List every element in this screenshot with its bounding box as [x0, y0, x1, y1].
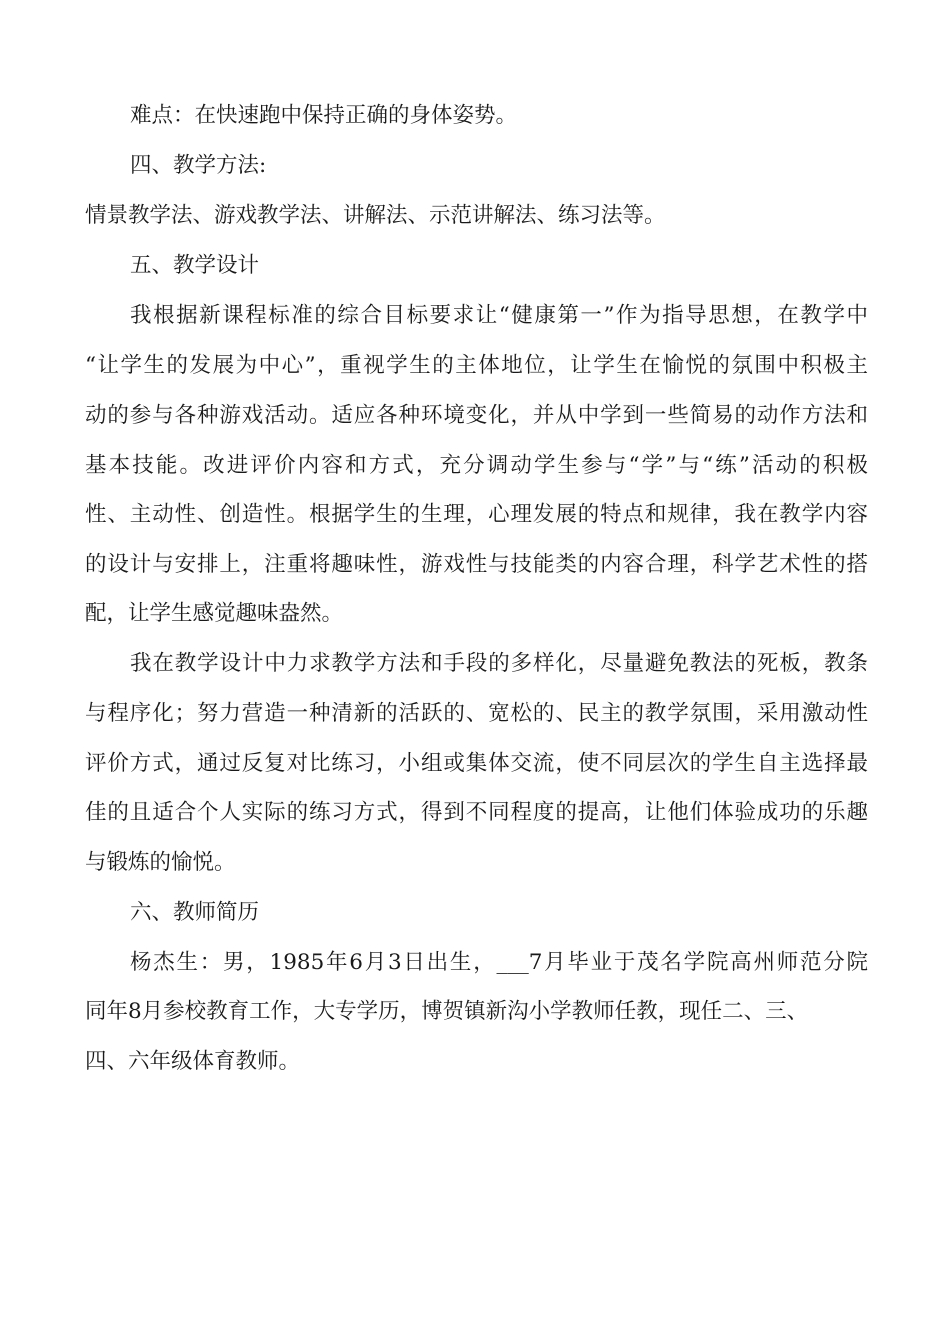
section4-body: 情景教学法、游戏教学法、讲解法、示范讲解法、练习法等。 [85, 203, 666, 228]
difficulty-line: 难点：在快速跑中保持正确的身体姿势。 [130, 103, 518, 128]
section6-body-line: 同年8月参校教育工作，大专学历，博贺镇新沟小学教师任教，现任二、三、 [85, 999, 809, 1024]
section6-body-line: 四、六年级体育教师。 [85, 1049, 301, 1074]
section6-body-line: 杨杰生：男，1985年6月3日出生，___7月毕业于茂名学院高州师范分院 [130, 950, 868, 975]
section5-para1-line: 的设计与安排上，注重将趣味性，游戏性与技能类的内容合理，科学艺术性的搭 [85, 552, 868, 577]
section5-para2-line: 与程序化；努力营造一种清新的活跃的、宽松的、民主的教学氛围，采用激动性 [85, 701, 868, 726]
section5-para1-line: 基本技能。改进评价内容和方式，充分调动学生参与“学”与“练”活动的积极 [85, 453, 868, 478]
section5-para2-line: 评价方式，通过反复对比练习，小组或集体交流，使不同层次的学生自主选择最 [85, 751, 868, 776]
section6-heading: 六、教师简历 [130, 900, 260, 925]
section5-para2-line: 与锻炼的愉悦。 [85, 850, 236, 875]
section5-para1-line: 性、主动性、创造性。根据学生的生理，心理发展的特点和规律，我在教学内容 [85, 502, 868, 527]
section5-para2-line: 佳的且适合个人实际的练习方式，得到不同程度的提高，让他们体验成功的乐趣 [85, 800, 868, 825]
section5-para1-line: 动的参与各种游戏活动。适应各种环境变化，并从中学到一些简易的动作方法和 [85, 403, 868, 428]
section5-para1-line: “让学生的发展为中心”，重视学生的主体地位，让学生在愉悦的氛围中积极主 [85, 353, 868, 378]
section4-heading: 四、教学方法: [130, 153, 267, 178]
section5-para1-line: 配，让学生感觉趣味盎然。 [85, 601, 344, 626]
section5-para2-line: 我在教学设计中力求教学方法和手段的多样化，尽量避免教法的死板，教条 [130, 651, 868, 676]
section5-heading: 五、教学设计 [130, 253, 260, 278]
section5-para1-line: 我根据新课程标准的综合目标要求让“健康第一”作为指导思想，在教学中 [130, 303, 868, 328]
